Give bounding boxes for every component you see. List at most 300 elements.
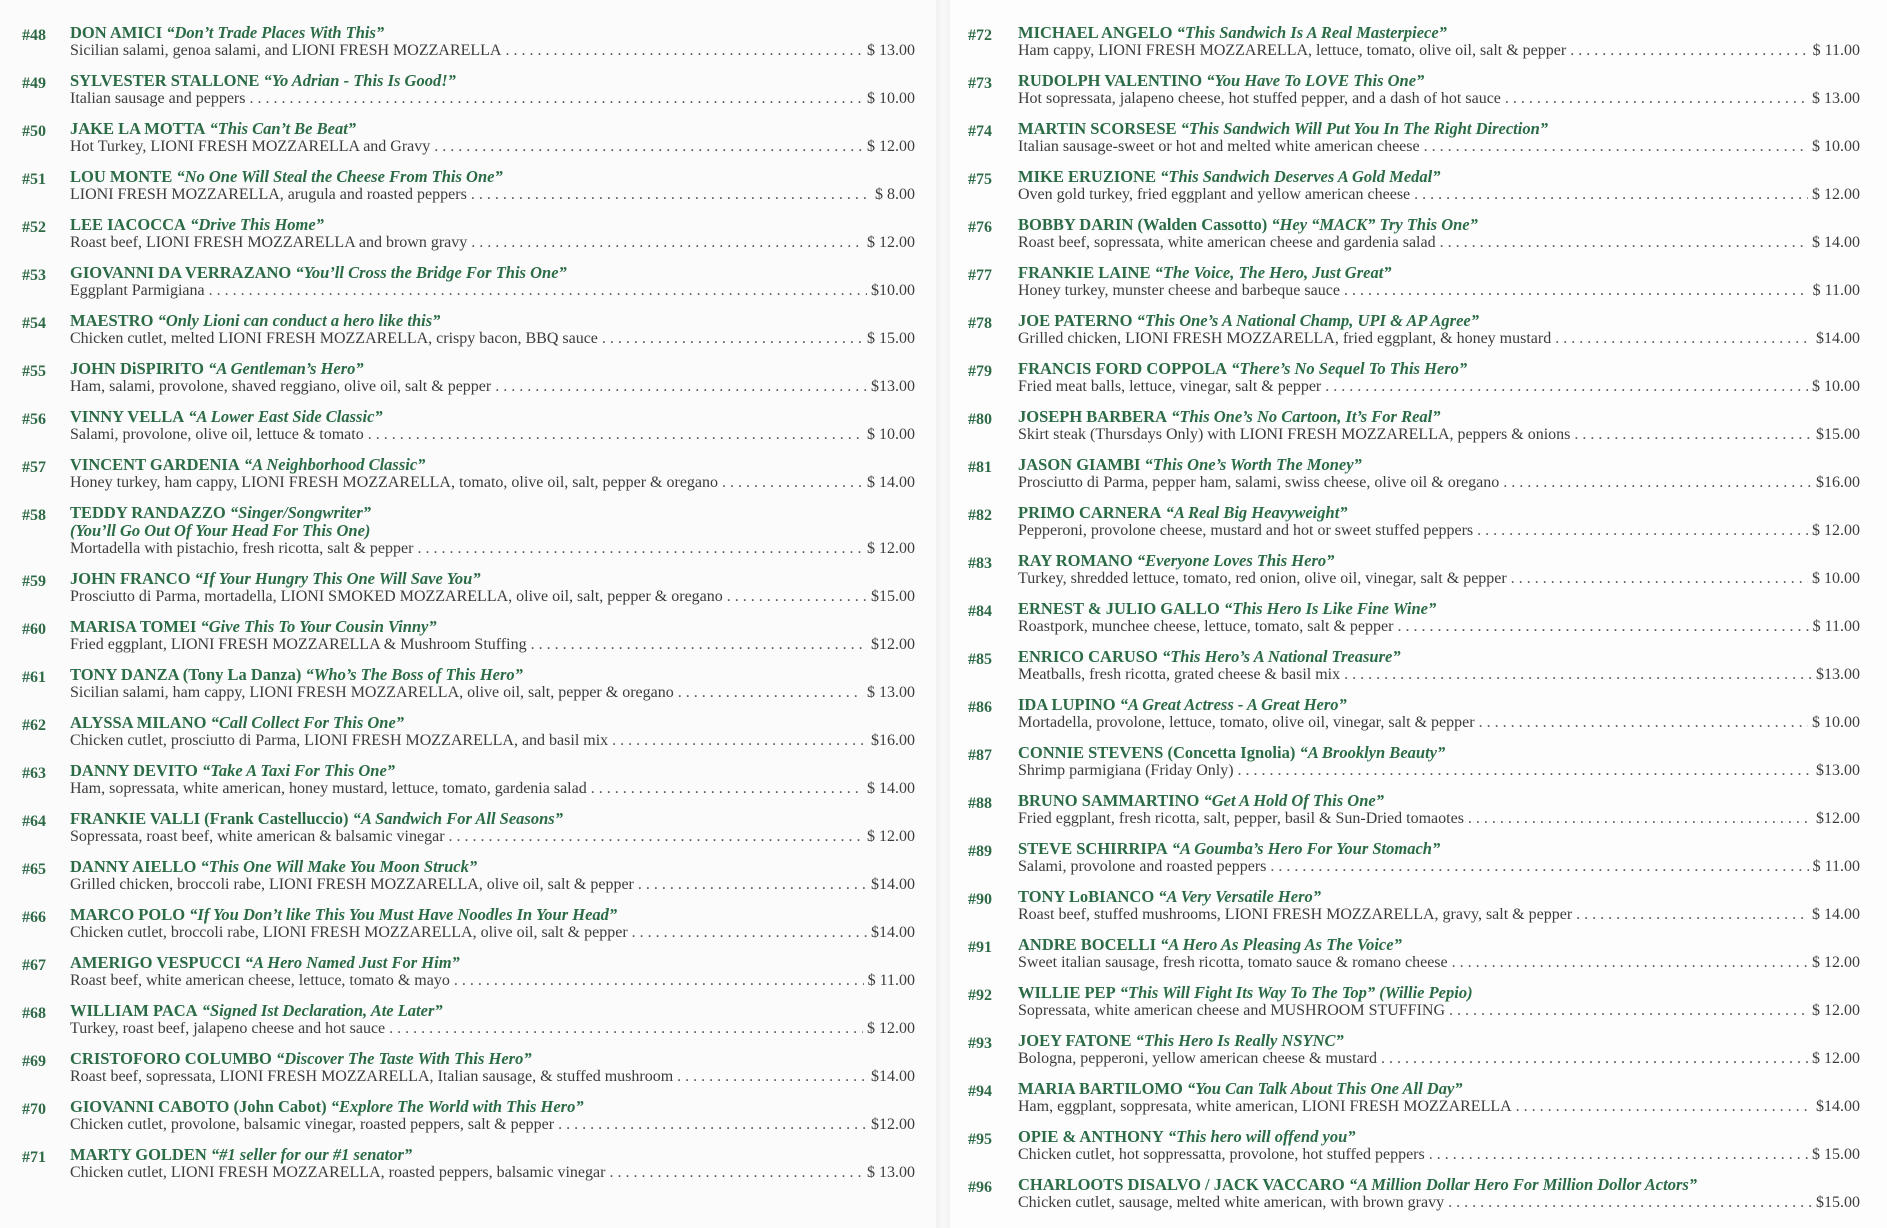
item-price: $ 13.00 [867, 684, 915, 701]
dot-leader [1414, 186, 1808, 204]
item-description-line [1018, 1194, 1860, 1212]
item-number: #54 [22, 315, 46, 332]
dot-leader [1397, 618, 1808, 636]
item-name: BOBBY DARIN (Walden Cassotto) [1018, 215, 1268, 234]
menu-item [960, 1032, 1872, 1080]
item-name: JASON GIAMBI [1018, 455, 1141, 474]
item-tagline: “Explore The World with This Hero” [330, 1097, 584, 1116]
item-number: #78 [968, 315, 992, 332]
item-title [1018, 936, 1872, 954]
item-number: #57 [22, 459, 46, 476]
dot-leader [1270, 858, 1808, 876]
item-description-line [1018, 90, 1860, 108]
page-gutter [936, 0, 950, 1228]
item-description-line [70, 540, 915, 558]
item-title [1018, 648, 1872, 666]
item-description: Turkey, roast beef, jalapeno cheese and hot sauce [70, 1020, 386, 1037]
dot-leader [1505, 90, 1808, 108]
item-price: $ 12.00 [1812, 1050, 1860, 1067]
item-number: #77 [968, 267, 992, 284]
item-number: #74 [968, 123, 992, 140]
menu-item [0, 810, 930, 858]
item-title [70, 312, 930, 330]
item-price: $ 12.00 [1812, 186, 1860, 203]
dot-leader [495, 378, 867, 396]
item-name: PRIMO CARNERA [1018, 503, 1162, 522]
item-title [70, 360, 930, 378]
item-tagline: “A Sandwich For All Seasons” [352, 809, 563, 828]
item-price: $14.00 [871, 876, 915, 893]
item-description: Fried eggplant, LIONI FRESH MOZZARELLA & Mushroom Stuffing [70, 636, 527, 653]
item-name: MARISA TOMEI [70, 617, 197, 636]
item-description: Ham, eggplant, soppresata, white american, LIONI FRESH MOZZARELLA [1018, 1098, 1512, 1115]
item-tagline-continued: (You’ll Go Out Of Your Head For This One) [70, 521, 371, 540]
item-title [1018, 552, 1872, 570]
menu-item [960, 1128, 1872, 1176]
item-description-line [1018, 522, 1860, 540]
item-name: FRANCIS FORD COPPOLA [1018, 359, 1227, 378]
menu-item [0, 714, 930, 762]
dot-leader [505, 42, 863, 60]
item-tagline: “Give This To Your Cousin Vinny” [200, 617, 437, 636]
item-name: MICHAEL ANGELO [1018, 23, 1173, 42]
item-number: #93 [968, 1035, 992, 1052]
item-number: #76 [968, 219, 992, 236]
item-tagline: “You Can Talk About This One All Day” [1187, 1079, 1463, 1098]
dot-leader [602, 330, 863, 348]
item-description-line [70, 924, 915, 942]
dot-leader [1449, 1002, 1808, 1020]
item-title [1018, 72, 1872, 90]
item-title [70, 666, 930, 684]
item-tagline: “Get A Hold Of This One” [1203, 791, 1384, 810]
item-name: GIOVANNI CABOTO (John Cabot) [70, 1097, 327, 1116]
menu-item [0, 618, 930, 666]
item-number: #66 [22, 909, 46, 926]
dot-leader [609, 1164, 863, 1182]
item-number: #82 [968, 507, 992, 524]
item-price: $ 10.00 [867, 426, 915, 443]
menu-item [0, 666, 930, 714]
item-description-line [1018, 954, 1860, 972]
dot-leader [677, 1068, 867, 1086]
dot-leader [1238, 762, 1812, 780]
item-description-line [1018, 42, 1860, 60]
item-number: #59 [22, 573, 46, 590]
item-name: FRANKIE LAINE [1018, 263, 1151, 282]
item-tagline: “Don’t Trade Places With This” [166, 23, 385, 42]
item-tagline: “A Great Actress - A Great Hero” [1119, 695, 1347, 714]
item-name: JOHN DiSPIRITO [70, 359, 205, 378]
item-name: OPIE & ANTHONY [1018, 1127, 1164, 1146]
item-name: JOE PATERNO [1018, 311, 1133, 330]
item-price: $ 10.00 [867, 90, 915, 107]
item-title [70, 906, 930, 924]
item-price: $14.00 [1816, 330, 1860, 347]
item-title [1018, 216, 1872, 234]
item-price: $ 15.00 [1812, 1146, 1860, 1163]
item-description-line [70, 186, 915, 204]
item-price: $ 12.00 [867, 828, 915, 845]
menu-item [960, 552, 1872, 600]
item-number: #80 [968, 411, 992, 428]
dot-leader [249, 90, 863, 108]
item-price: $ 11.00 [1812, 858, 1860, 875]
menu-item [0, 168, 930, 216]
item-number: #87 [968, 747, 992, 764]
item-number: #84 [968, 603, 992, 620]
menu-item [960, 312, 1872, 360]
item-price: $16.00 [1816, 474, 1860, 491]
dot-leader [1424, 138, 1808, 156]
item-name: CRISTOFORO COLUMBO [70, 1049, 272, 1068]
item-title [70, 504, 930, 522]
item-tagline: “There’s No Sequel To This Hero” [1231, 359, 1468, 378]
item-price: $ 10.00 [1812, 570, 1860, 587]
item-price: $ 15.00 [867, 330, 915, 347]
dot-leader [727, 588, 867, 606]
item-name: WILLIE PEP [1018, 983, 1116, 1002]
item-name: GIOVANNI DA VERRAZANO [70, 263, 292, 282]
dot-leader [1429, 1146, 1808, 1164]
item-description: Italian sausage-sweet or hot and melted white american cheese [1018, 138, 1420, 155]
item-number: #75 [968, 171, 992, 188]
item-tagline: “Discover The Taste With This Hero” [275, 1049, 532, 1068]
item-title [1018, 840, 1872, 858]
dot-leader [1574, 426, 1812, 444]
menu-item [0, 1050, 930, 1098]
item-title [70, 858, 930, 876]
item-price: $ 14.00 [1812, 906, 1860, 923]
dot-leader [1511, 570, 1808, 588]
item-tagline: “Drive This Home” [190, 215, 324, 234]
item-description-line [1018, 1050, 1860, 1068]
item-tagline: “A Real Big Heavyweight” [1165, 503, 1348, 522]
item-number: #65 [22, 861, 46, 878]
item-title [1018, 456, 1872, 474]
item-description: Roastpork, munchee cheese, lettuce, tomato, salt & pepper [1018, 618, 1394, 635]
menu-item [0, 360, 930, 408]
item-tagline: “Everyone Loves This Hero” [1136, 551, 1335, 570]
item-name: ENRICO CARUSO [1018, 647, 1158, 666]
item-description: Chicken cutlet, broccoli rabe, LIONI FRESH MOZZARELLA, olive oil, salt & pepper [70, 924, 628, 941]
item-description-line [70, 1020, 915, 1038]
item-description: Prosciutto di Parma, mortadella, LIONI SMOKED MOZZARELLA, olive oil, salt, pepper & oregano [70, 588, 723, 605]
dot-leader [591, 780, 863, 798]
item-number: #53 [22, 267, 46, 284]
item-price: $14.00 [1816, 1098, 1860, 1115]
item-title [1018, 600, 1872, 618]
item-price: $14.00 [871, 924, 915, 941]
item-description: Sicilian salami, genoa salami, and LIONI FRESH MOZZARELLA [70, 42, 502, 59]
dot-leader [1344, 666, 1812, 684]
item-description-line [1018, 378, 1860, 396]
item-title [1018, 1176, 1872, 1194]
menu-item [0, 1002, 930, 1050]
dot-leader [1452, 954, 1808, 972]
item-description: Sopressata, roast beef, white american & balsamic vinegar [70, 828, 445, 845]
item-description-line [1018, 666, 1860, 684]
item-description: Chicken cutlet, LIONI FRESH MOZZARELLA, roasted peppers, balsamic vinegar [70, 1164, 606, 1181]
item-tagline: “This One’s Worth The Money” [1144, 455, 1362, 474]
item-title [70, 24, 930, 42]
item-tagline: “Call Collect For This One” [210, 713, 405, 732]
item-title [1018, 1032, 1872, 1050]
menu-column-right [960, 24, 1872, 1224]
item-description-line [70, 972, 915, 990]
item-description: Ham, salami, provolone, shaved reggiano, olive oil, salt & pepper [70, 378, 492, 395]
item-description: Eggplant Parmigiana [70, 282, 205, 299]
item-description-line [70, 684, 915, 702]
item-description-line [1018, 1146, 1860, 1164]
item-title [70, 408, 930, 426]
menu-item [960, 936, 1872, 984]
item-number: #48 [22, 27, 46, 44]
item-title [70, 264, 930, 282]
menu-item [960, 792, 1872, 840]
item-number: #69 [22, 1053, 46, 1070]
item-description-line [70, 1068, 915, 1086]
item-tagline: “The Voice, The Hero, Just Great” [1154, 263, 1392, 282]
item-description-line [1018, 330, 1860, 348]
item-name: BRUNO SAMMARTINO [1018, 791, 1200, 810]
item-description: Sopressata, white american cheese and MUSHROOM STUFFING [1018, 1002, 1446, 1019]
item-number: #56 [22, 411, 46, 428]
item-price: $12.00 [871, 1116, 915, 1133]
item-description-line [70, 90, 915, 108]
item-description-line [1018, 234, 1860, 252]
item-description-line [1018, 762, 1860, 780]
item-price: $ 14.00 [867, 780, 915, 797]
item-description: LIONI FRESH MOZZARELLA, arugula and roasted peppers [70, 186, 467, 203]
item-tagline: “A Neighborhood Classic” [243, 455, 426, 474]
dot-leader [471, 234, 863, 252]
dot-leader [1344, 282, 1809, 300]
menu-item [960, 72, 1872, 120]
item-title [1018, 792, 1872, 810]
item-name: DANNY AIELLO [70, 857, 197, 876]
dot-leader [558, 1116, 867, 1134]
dot-leader [368, 426, 863, 444]
item-price: $15.00 [871, 588, 915, 605]
menu-item [0, 1098, 930, 1146]
item-name: MARTIN SCORSESE [1018, 119, 1177, 138]
item-price: $15.00 [1816, 1194, 1860, 1211]
dot-leader [1576, 906, 1808, 924]
item-number: #81 [968, 459, 992, 476]
item-name: AMERIGO VESPUCCI [70, 953, 241, 972]
item-title [70, 120, 930, 138]
item-name: DANNY DEVITO [70, 761, 198, 780]
menu-item [0, 72, 930, 120]
menu-item [960, 600, 1872, 648]
item-number: #71 [22, 1149, 46, 1166]
item-number: #72 [968, 27, 992, 44]
menu-item [960, 840, 1872, 888]
item-name: IDA LUPINO [1018, 695, 1116, 714]
item-price: $ 10.00 [1812, 138, 1860, 155]
menu-item [960, 504, 1872, 552]
item-title [70, 216, 930, 234]
item-price: $ 8.00 [875, 186, 915, 203]
menu-item [960, 648, 1872, 696]
item-tagline: “A Gentleman’s Hero” [208, 359, 364, 378]
item-tagline: “#1 seller for our #1 senator” [210, 1145, 413, 1164]
item-tagline: “A Brooklyn Beauty” [1299, 743, 1446, 762]
menu-item [960, 984, 1872, 1032]
dot-leader [434, 138, 863, 156]
item-tagline: “This Sandwich Deserves A Gold Medal” [1160, 167, 1441, 186]
item-description-line [70, 780, 915, 798]
item-description: Roast beef, sopressata, white american cheese and gardenia salad [1018, 234, 1436, 251]
dot-leader [531, 636, 867, 654]
item-number: #90 [968, 891, 992, 908]
item-description: Prosciutto di Parma, pepper ham, salami, swiss cheese, olive oil & oregano [1018, 474, 1500, 491]
dot-leader [209, 282, 867, 300]
item-description-line [70, 426, 915, 444]
item-title [1018, 744, 1872, 762]
item-title [1018, 1080, 1872, 1098]
menu-item [960, 168, 1872, 216]
item-number: #94 [968, 1083, 992, 1100]
item-description: Chicken cutlet, sausage, melted white american, with brown gravy [1018, 1194, 1445, 1211]
dot-leader [1381, 1050, 1808, 1068]
item-description: Salami, provolone and roasted peppers [1018, 858, 1267, 875]
item-name: ALYSSA MILANO [70, 713, 207, 732]
item-name: LOU MONTE [70, 167, 173, 186]
dot-leader [1479, 714, 1808, 732]
item-name: RUDOLPH VALENTINO [1018, 71, 1203, 90]
dot-leader [417, 540, 863, 558]
item-tagline: “A Very Versatile Hero” [1158, 887, 1321, 906]
item-name: ANDRE BOCELLI [1018, 935, 1156, 954]
item-number: #89 [968, 843, 992, 860]
dot-leader [1570, 42, 1808, 60]
item-name: JOHN FRANCO [70, 569, 191, 588]
item-description-line [1018, 138, 1860, 156]
item-name: ERNEST & JULIO GALLO [1018, 599, 1220, 618]
item-tagline: “Yo Adrian - This Is Good!” [263, 71, 456, 90]
item-description: Skirt steak (Thursdays Only) with LIONI FRESH MOZZARELLA, peppers & onions [1018, 426, 1571, 443]
item-description-line [1018, 858, 1860, 876]
item-price: $ 11.00 [1812, 618, 1860, 635]
item-name: JOEY FATONE [1018, 1031, 1132, 1050]
item-price: $ 12.00 [867, 234, 915, 251]
item-price: $ 13.00 [1812, 90, 1860, 107]
item-name: MARIA BARTILOMO [1018, 1079, 1183, 1098]
menu-item [960, 216, 1872, 264]
menu-item [0, 570, 930, 618]
menu-item [0, 954, 930, 1002]
item-title [1018, 360, 1872, 378]
item-number: #51 [22, 171, 46, 188]
item-price: $ 12.00 [867, 1020, 915, 1037]
item-tagline: “Only Lioni can conduct a hero like this” [157, 311, 441, 330]
item-name: DON AMICI [70, 23, 163, 42]
item-description-line [1018, 474, 1860, 492]
item-name: MARTY GOLDEN [70, 1145, 207, 1164]
item-number: #61 [22, 669, 46, 686]
menu-item [960, 360, 1872, 408]
item-description-line [70, 474, 915, 492]
item-name: FRANKIE VALLI (Frank Castelluccio) [70, 809, 349, 828]
item-price: $13.00 [871, 378, 915, 395]
item-description: Chicken cutlet, provolone, balsamic vinegar, roasted peppers, salt & pepper [70, 1116, 555, 1133]
dot-leader [1555, 330, 1812, 348]
item-price: $10.00 [871, 282, 915, 299]
item-description: Italian sausage and peppers [70, 90, 246, 107]
dot-leader [632, 924, 867, 942]
item-description-line [1018, 282, 1860, 300]
item-tagline: “This Hero Is Like Fine Wine” [1224, 599, 1437, 618]
item-name: VINNY VELLA [70, 407, 185, 426]
menu-item [0, 264, 930, 312]
item-description: Ham cappy, LIONI FRESH MOZZARELLA, lettuce, tomato, olive oil, salt & pepper [1018, 42, 1567, 59]
item-title [1018, 312, 1872, 330]
item-description: Sweet italian sausage, fresh ricotta, tomato sauce & romano cheese [1018, 954, 1448, 971]
item-tagline: “A Hero As Pleasing As The Voice” [1160, 935, 1402, 954]
item-name: MIKE ERUZIONE [1018, 167, 1156, 186]
item-title [70, 1002, 930, 1020]
menu-item [0, 312, 930, 360]
item-number: #83 [968, 555, 992, 572]
item-tagline: “This Sandwich Is A Real Masterpiece” [1176, 23, 1447, 42]
item-price: $14.00 [871, 1068, 915, 1085]
item-title [1018, 696, 1872, 714]
menu-item [0, 504, 930, 570]
item-number: #79 [968, 363, 992, 380]
item-tagline: “Singer/Songwriter” [229, 503, 372, 522]
item-number: #91 [968, 939, 992, 956]
item-title [70, 618, 930, 636]
item-description-line [70, 282, 915, 300]
item-tagline: “This Can’t Be Beat” [209, 119, 357, 138]
item-description-line [70, 636, 915, 654]
item-description-line [70, 828, 915, 846]
dot-leader [471, 186, 871, 204]
item-description-line [1018, 1098, 1860, 1116]
item-tagline: “You Have To LOVE This One” [1206, 71, 1425, 90]
item-price: $ 10.00 [1812, 714, 1860, 731]
item-description: Grilled chicken, LIONI FRESH MOZZARELLA, fried eggplant, & honey mustard [1018, 330, 1552, 347]
menu-item [960, 24, 1872, 72]
item-price: $ 12.00 [1812, 954, 1860, 971]
item-description-line [70, 588, 915, 606]
item-tagline: “A Hero Named Just For Him” [244, 953, 460, 972]
item-price: $ 13.00 [867, 1164, 915, 1181]
item-title [1018, 408, 1872, 426]
item-price: $ 11.00 [1812, 282, 1860, 299]
item-description: Honey turkey, ham cappy, LIONI FRESH MOZZARELLA, tomato, olive oil, salt, pepper & oregano [70, 474, 719, 491]
item-number: #88 [968, 795, 992, 812]
item-price: $ 10.00 [1812, 378, 1860, 395]
item-price: $ 12.00 [1812, 522, 1860, 539]
item-price: $12.00 [871, 636, 915, 653]
item-name: CONNIE STEVENS (Concetta Ignolia) [1018, 743, 1296, 762]
item-name: CHARLOOTS DISALVO / JACK VACCARO [1018, 1175, 1345, 1194]
item-description: Ham, sopressata, white american, honey mustard, lettuce, tomato, gardenia salad [70, 780, 587, 797]
item-title [70, 954, 930, 972]
item-description-line [1018, 1002, 1860, 1020]
menu-item [0, 408, 930, 456]
menu-item [0, 456, 930, 504]
item-name: WILLIAM PACA [70, 1001, 198, 1020]
item-description: Roast beef, white american cheese, lettuce, tomato & mayo [70, 972, 450, 989]
item-title [1018, 984, 1872, 1002]
menu-item [0, 762, 930, 810]
item-description-line [1018, 618, 1860, 636]
item-description-line [70, 330, 915, 348]
